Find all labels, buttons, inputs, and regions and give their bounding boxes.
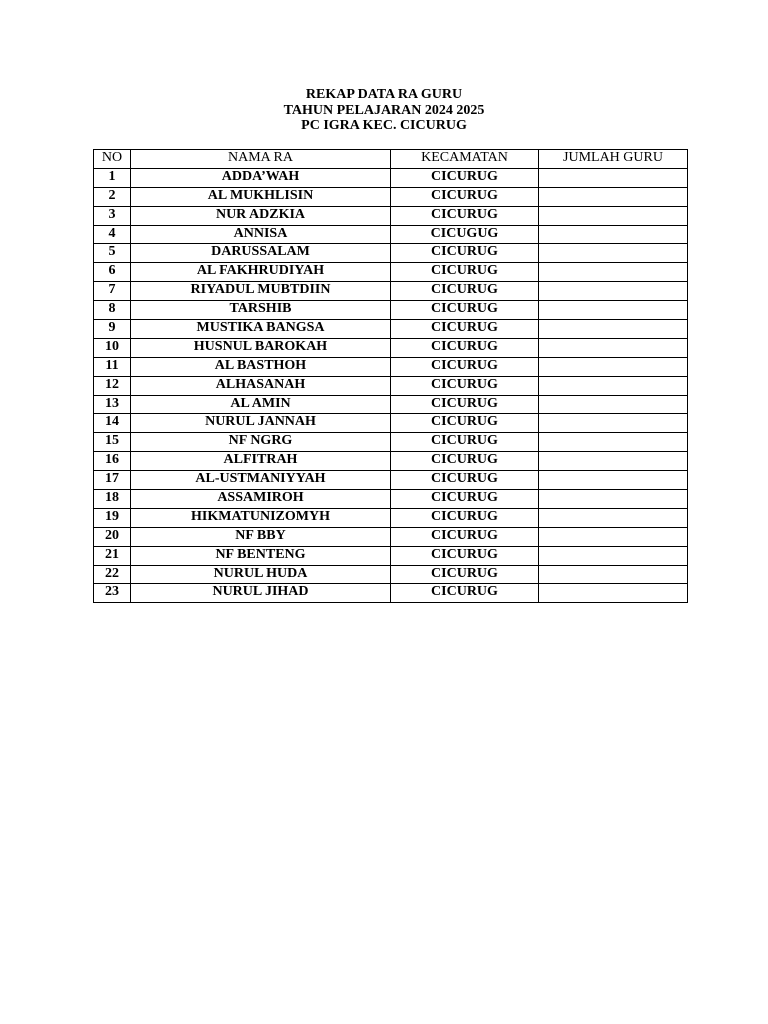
cell-jumlah-guru xyxy=(539,357,688,376)
cell-nama-ra: ADDA’WAH xyxy=(131,168,391,187)
cell-nama-ra: RIYADUL MUBTDIIN xyxy=(131,282,391,301)
cell-kecamatan: CICURUG xyxy=(391,320,539,339)
cell-no: 22 xyxy=(94,565,131,584)
table-row xyxy=(94,395,688,414)
table-row xyxy=(94,376,688,395)
cell-nama-ra: TARSHIB xyxy=(131,301,391,320)
cell-nama-ra: HUSNUL BAROKAH xyxy=(131,338,391,357)
column-header-jumlah-guru: JUMLAH GURU xyxy=(539,150,688,169)
table-row xyxy=(94,168,688,187)
cell-kecamatan: CICURUG xyxy=(391,282,539,301)
cell-kecamatan: CICURUG xyxy=(391,301,539,320)
cell-nama-ra: ALFITRAH xyxy=(131,452,391,471)
cell-nama-ra: AL AMIN xyxy=(131,395,391,414)
table-row xyxy=(94,357,688,376)
cell-jumlah-guru xyxy=(539,546,688,565)
cell-no: 2 xyxy=(94,187,131,206)
cell-nama-ra: DARUSSALAM xyxy=(131,244,391,263)
cell-no: 10 xyxy=(94,338,131,357)
cell-kecamatan: CICURUG xyxy=(391,187,539,206)
header-title: REKAP DATA RA GURU xyxy=(305,87,463,102)
cell-jumlah-guru xyxy=(539,338,688,357)
cell-no: 20 xyxy=(94,527,131,546)
cell-nama-ra: NF BENTENG xyxy=(131,546,391,565)
cell-jumlah-guru xyxy=(539,282,688,301)
cell-nama-ra: NURUL HUDA xyxy=(131,565,391,584)
table-row xyxy=(94,527,688,546)
cell-no: 18 xyxy=(94,490,131,509)
table-row xyxy=(94,414,688,433)
cell-kecamatan: CICURUG xyxy=(391,433,539,452)
cell-kecamatan: CICURUG xyxy=(391,168,539,187)
cell-jumlah-guru xyxy=(539,565,688,584)
cell-no: 4 xyxy=(94,225,131,244)
cell-kecamatan: CICURUG xyxy=(391,357,539,376)
table-row xyxy=(94,433,688,452)
cell-kecamatan: CICURUG xyxy=(391,395,539,414)
table-row xyxy=(94,244,688,263)
cell-no: 9 xyxy=(94,320,131,339)
cell-jumlah-guru xyxy=(539,452,688,471)
cell-jumlah-guru xyxy=(539,376,688,395)
cell-kecamatan: CICURUG xyxy=(391,414,539,433)
cell-nama-ra: NF NGRG xyxy=(131,433,391,452)
cell-kecamatan: CICURUG xyxy=(391,584,539,603)
cell-nama-ra: ALHASANAH xyxy=(131,376,391,395)
cell-kecamatan: CICURUG xyxy=(391,508,539,527)
cell-jumlah-guru xyxy=(539,414,688,433)
cell-jumlah-guru xyxy=(539,584,688,603)
cell-jumlah-guru xyxy=(539,433,688,452)
table-row xyxy=(94,546,688,565)
cell-no: 17 xyxy=(94,471,131,490)
table-row xyxy=(94,490,688,509)
teacher-recap-table xyxy=(93,149,688,603)
cell-no: 5 xyxy=(94,244,131,263)
cell-kecamatan: CICURUG xyxy=(391,244,539,263)
cell-kecamatan: CICURUG xyxy=(391,527,539,546)
cell-kecamatan: CICURUG xyxy=(391,338,539,357)
cell-nama-ra: ANNISA xyxy=(131,225,391,244)
table-row xyxy=(94,338,688,357)
cell-nama-ra: NURUL JIHAD xyxy=(131,584,391,603)
cell-kecamatan: CICURUG xyxy=(391,452,539,471)
table-row xyxy=(94,320,688,339)
header-organization: PC IGRA KEC. CICURUG xyxy=(301,118,467,133)
cell-no: 16 xyxy=(94,452,131,471)
cell-no: 1 xyxy=(94,168,131,187)
cell-kecamatan: CICUGUG xyxy=(391,225,539,244)
cell-jumlah-guru xyxy=(539,263,688,282)
cell-no: 8 xyxy=(94,301,131,320)
table-row xyxy=(94,206,688,225)
cell-kecamatan: CICURUG xyxy=(391,263,539,282)
cell-no: 13 xyxy=(94,395,131,414)
table-body xyxy=(94,168,688,602)
cell-nama-ra: AL MUKHLISIN xyxy=(131,187,391,206)
table-row xyxy=(94,187,688,206)
table-row xyxy=(94,301,688,320)
cell-jumlah-guru xyxy=(539,244,688,263)
cell-no: 14 xyxy=(94,414,131,433)
table-row xyxy=(94,452,688,471)
cell-nama-ra: NURUL JANNAH xyxy=(131,414,391,433)
cell-jumlah-guru xyxy=(539,508,688,527)
cell-no: 11 xyxy=(94,357,131,376)
table-header-row xyxy=(94,150,688,169)
cell-jumlah-guru xyxy=(539,527,688,546)
cell-no: 23 xyxy=(94,584,131,603)
table-row xyxy=(94,584,688,603)
cell-nama-ra: AL-USTMANIYYAH xyxy=(131,471,391,490)
document-header xyxy=(0,87,768,134)
cell-no: 6 xyxy=(94,263,131,282)
cell-no: 7 xyxy=(94,282,131,301)
cell-kecamatan: CICURUG xyxy=(391,206,539,225)
column-header-nama-ra: NAMA RA xyxy=(131,150,391,169)
cell-jumlah-guru xyxy=(539,168,688,187)
table-row xyxy=(94,508,688,527)
cell-nama-ra: AL BASTHOH xyxy=(131,357,391,376)
column-header-no: NO xyxy=(94,150,131,169)
cell-kecamatan: CICURUG xyxy=(391,376,539,395)
cell-nama-ra: ASSAMIROH xyxy=(131,490,391,509)
table-row xyxy=(94,471,688,490)
header-academic-year: TAHUN PELAJARAN 2024 2025 xyxy=(283,102,485,118)
cell-jumlah-guru xyxy=(539,490,688,509)
cell-jumlah-guru xyxy=(539,471,688,490)
table-row xyxy=(94,282,688,301)
cell-nama-ra: NF BBY xyxy=(131,527,391,546)
cell-jumlah-guru xyxy=(539,395,688,414)
cell-jumlah-guru xyxy=(539,320,688,339)
cell-no: 21 xyxy=(94,546,131,565)
cell-nama-ra: NUR ADZKIA xyxy=(131,206,391,225)
cell-no: 19 xyxy=(94,508,131,527)
cell-jumlah-guru xyxy=(539,301,688,320)
cell-nama-ra: AL FAKHRUDIYAH xyxy=(131,263,391,282)
table-row xyxy=(94,565,688,584)
cell-kecamatan: CICURUG xyxy=(391,490,539,509)
cell-no: 15 xyxy=(94,433,131,452)
column-header-kecamatan: KECAMATAN xyxy=(391,150,539,169)
cell-no: 12 xyxy=(94,376,131,395)
table-row xyxy=(94,225,688,244)
cell-kecamatan: CICURUG xyxy=(391,565,539,584)
cell-jumlah-guru xyxy=(539,225,688,244)
cell-nama-ra: MUSTIKA BANGSA xyxy=(131,320,391,339)
cell-kecamatan: CICURUG xyxy=(391,546,539,565)
cell-kecamatan: CICURUG xyxy=(391,471,539,490)
cell-no: 3 xyxy=(94,206,131,225)
cell-jumlah-guru xyxy=(539,187,688,206)
cell-jumlah-guru xyxy=(539,206,688,225)
cell-nama-ra: HIKMATUNIZOMYH xyxy=(131,508,391,527)
table-row xyxy=(94,263,688,282)
